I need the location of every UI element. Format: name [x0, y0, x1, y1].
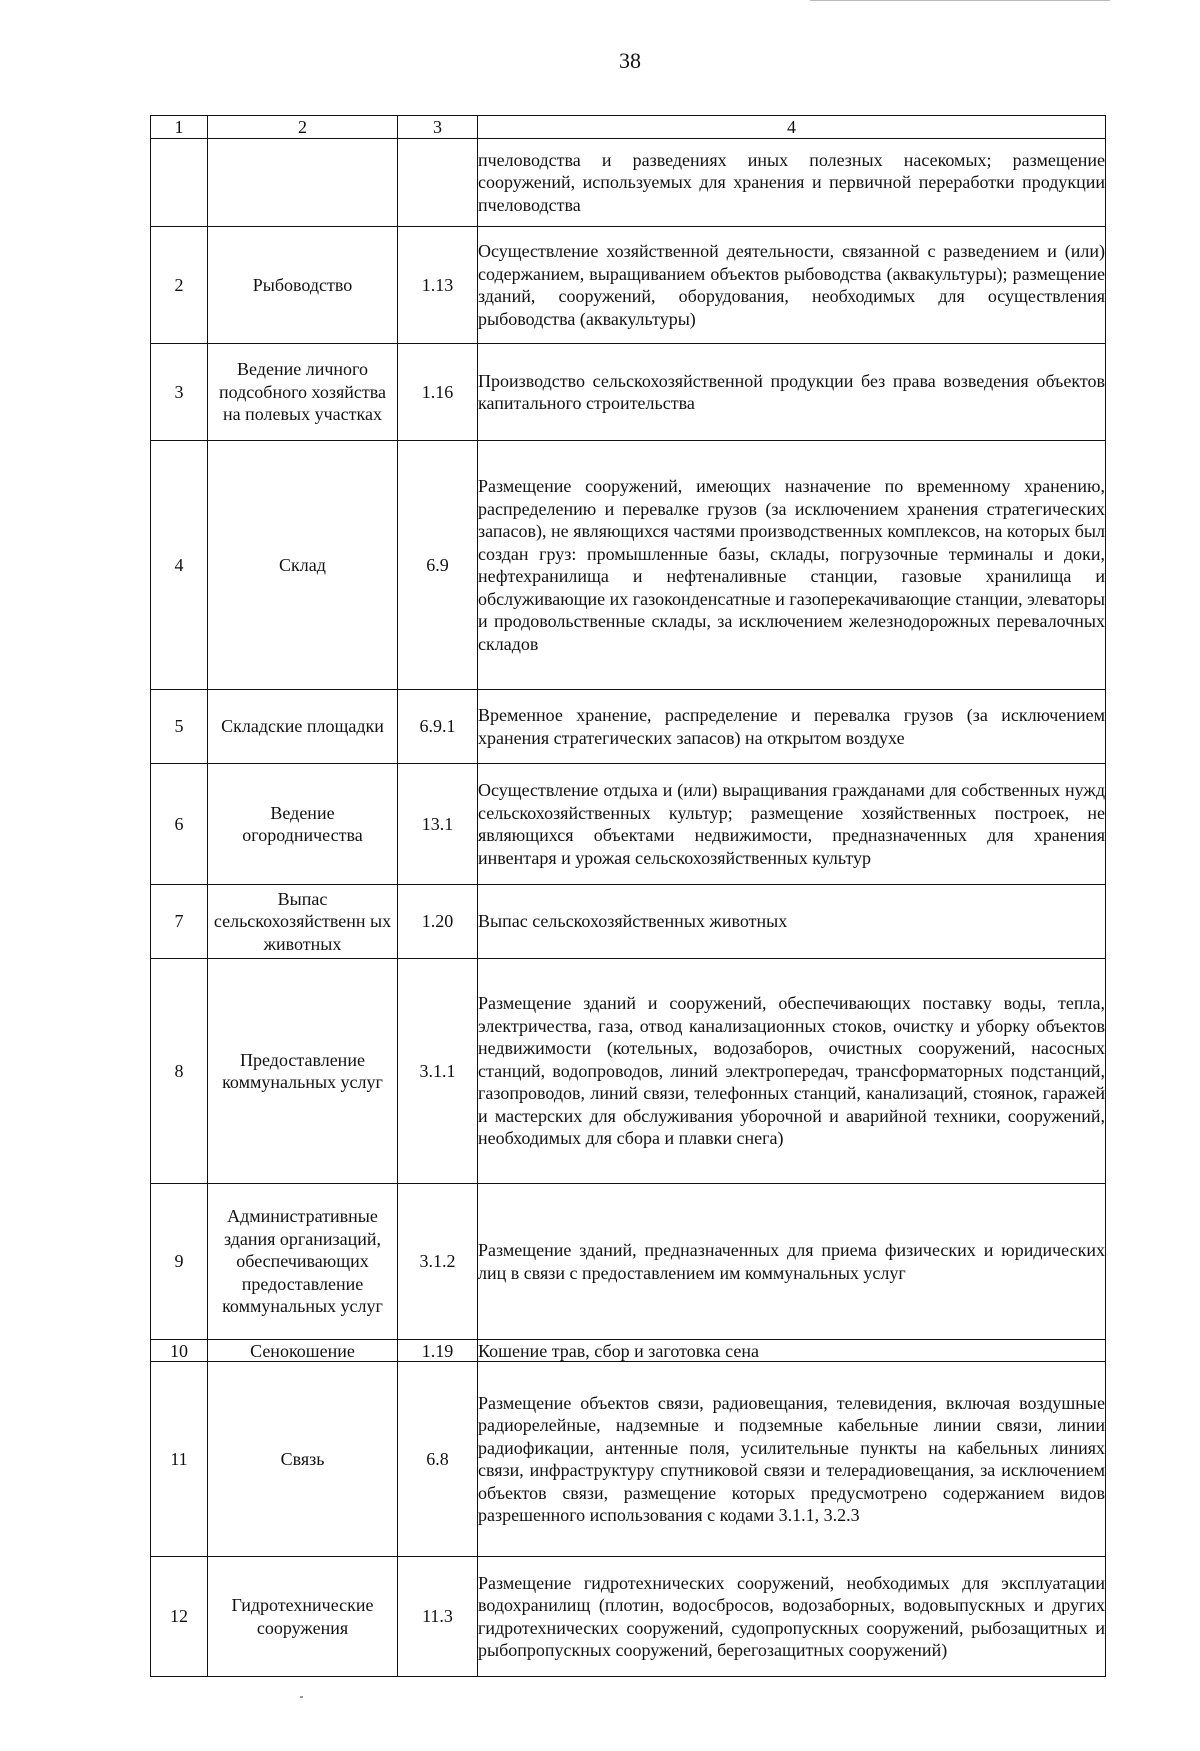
header-col-3: 3 [398, 116, 478, 139]
row-description: Выпас сельскохозяйственных животных [478, 885, 1106, 959]
table-row [151, 1362, 1106, 1557]
row-description: Размещение объектов связи, радиовещания, телевидения, включая воздушные радиорелейные, надземные и подземные кабельные линии связи, линии радиофикации, антенные поля, усилительные пункты на кабельных линиях связи, инфраструктуру спутниковой связи и телерадиовещания, за исключением объектов связи, размещение которых предусмотрено содержанием видов разрешенного использования с кодами 3.1.1, 3.2.3 [478, 1362, 1106, 1557]
table-row [151, 959, 1106, 1184]
row-number: 4 [151, 441, 208, 690]
row-description: Размещение сооружений, имеющих назначение по временному хранению, распределению и перевалке грузов (за исключением хранения стратегических запасов), не являющихся частями производственных комплексов, на которых был создан груз: промышленные базы, склады, погрузочные терминалы и доки, нефтехранилища и нефтеналивные станции, газовые хранилища и обслуживающие их газоконденсатные и газоперекачивающие станции, элеваторы и продовольственные склады, за исключением железнодорожных перевалочных складов [478, 441, 1106, 690]
header-col-4: 4 [478, 116, 1106, 139]
row-name: Сенокошение [208, 1340, 398, 1362]
row-name: Склад [208, 441, 398, 690]
row-name [208, 139, 398, 227]
row-name: Выпас сельскохозяйственн ых животных [208, 885, 398, 959]
row-number: 12 [151, 1557, 208, 1677]
table-row [151, 227, 1106, 344]
row-name: Ведение огородничества [208, 764, 398, 885]
row-code: 6.9.1 [398, 690, 478, 764]
row-number: 8 [151, 959, 208, 1184]
row-number: 5 [151, 690, 208, 764]
row-number: 10 [151, 1340, 208, 1362]
row-description: Размещение зданий и сооружений, обеспечивающих поставку воды, тепла, электричества, газа, отвод канализационных стоков, очистку и уборку объектов недвижимости (котельных, водозаборов, очистных сооружений, насосных станций, водопроводов, линий электропередач, трансформаторных подстанций, газопроводов, линий связи, телефонных станций, канализаций, стоянок, гаражей и мастерских для обслуживания уборочной и аварийной техники, сооружений, необходимых для сбора и плавки снега) [478, 959, 1106, 1184]
table-row [151, 690, 1106, 764]
scan-artifact-line [810, 0, 1110, 1]
land-use-table [150, 115, 1106, 1677]
table-row [151, 885, 1106, 959]
row-number: 9 [151, 1184, 208, 1340]
row-name: Предоставление коммунальных услуг [208, 959, 398, 1184]
table-row [151, 1184, 1106, 1340]
row-code: 13.1 [398, 764, 478, 885]
row-code: 3.1.2 [398, 1184, 478, 1340]
table-row [151, 764, 1106, 885]
row-code: 1.20 [398, 885, 478, 959]
row-code: 6.9 [398, 441, 478, 690]
row-code: 1.16 [398, 344, 478, 441]
table-row-continuation [151, 139, 1106, 227]
header-col-2: 2 [208, 116, 398, 139]
row-description: Осуществление хозяйственной деятельности, связанной с разведением и (или) содержанием, выращиванием объектов рыбоводства (аквакультуры); размещение зданий, сооружений, оборудования, необходимых для осуществления рыбоводства (аквакультуры) [478, 227, 1106, 344]
row-description: Размещение зданий, предназначенных для приема физических и юридических лиц в связи с предоставлением им коммунальных услуг [478, 1184, 1106, 1340]
row-code: 3.1.1 [398, 959, 478, 1184]
header-col-1: 1 [151, 116, 208, 139]
table-header-row [151, 116, 1106, 139]
scan-artifact-dot [300, 1696, 303, 1698]
row-description: Временное хранение, распределение и перевалка грузов (за исключением хранения стратегических запасов) на открытом воздухе [478, 690, 1106, 764]
row-code: 1.19 [398, 1340, 478, 1362]
row-code: 1.13 [398, 227, 478, 344]
row-code: 6.8 [398, 1362, 478, 1557]
row-name: Рыбоводство [208, 227, 398, 344]
row-description: Кошение трав, сбор и заготовка сена [478, 1340, 1106, 1362]
table-row [151, 344, 1106, 441]
row-number [151, 139, 208, 227]
row-number: 3 [151, 344, 208, 441]
row-description: Размещение гидротехнических сооружений, необходимых для эксплуатации водохранилищ (плотин, водосбросов, водозаборных, водовыпускных и других гидротехнических сооружений, судопропускных сооружений, рыбозащитных и рыбопропускных сооружений, берегозащитных сооружений) [478, 1557, 1106, 1677]
row-description: Производство сельскохозяйственной продукции без права возведения объектов капитального строительства [478, 344, 1106, 441]
row-name: Складские площадки [208, 690, 398, 764]
row-number: 11 [151, 1362, 208, 1557]
row-name: Ведение личного подсобного хозяйства на полевых участках [208, 344, 398, 441]
table-row [151, 1340, 1106, 1362]
row-number: 6 [151, 764, 208, 885]
table-row [151, 1557, 1106, 1677]
table-row [151, 441, 1106, 690]
row-number: 7 [151, 885, 208, 959]
row-name: Административные здания организаций, обеспечивающих предоставление коммунальных услуг [208, 1184, 398, 1340]
page-number: 38 [619, 48, 641, 73]
row-number: 2 [151, 227, 208, 344]
row-description: Осуществление отдыха и (или) выращивания гражданами для собственных нужд сельскохозяйственных культур; размещение хозяйственных построек, не являющихся объектами недвижимости, предназначенных для хранения инвентаря и урожая сельскохозяйственных культур [478, 764, 1106, 885]
row-name: Гидротехнические сооружения [208, 1557, 398, 1677]
row-name: Связь [208, 1362, 398, 1557]
row-description: пчеловодства и разведениях иных полезных насекомых; размещение сооружений, используемых для хранения и первичной переработки продукции пчеловодства [478, 139, 1106, 227]
row-code: 11.3 [398, 1557, 478, 1677]
row-code [398, 139, 478, 227]
